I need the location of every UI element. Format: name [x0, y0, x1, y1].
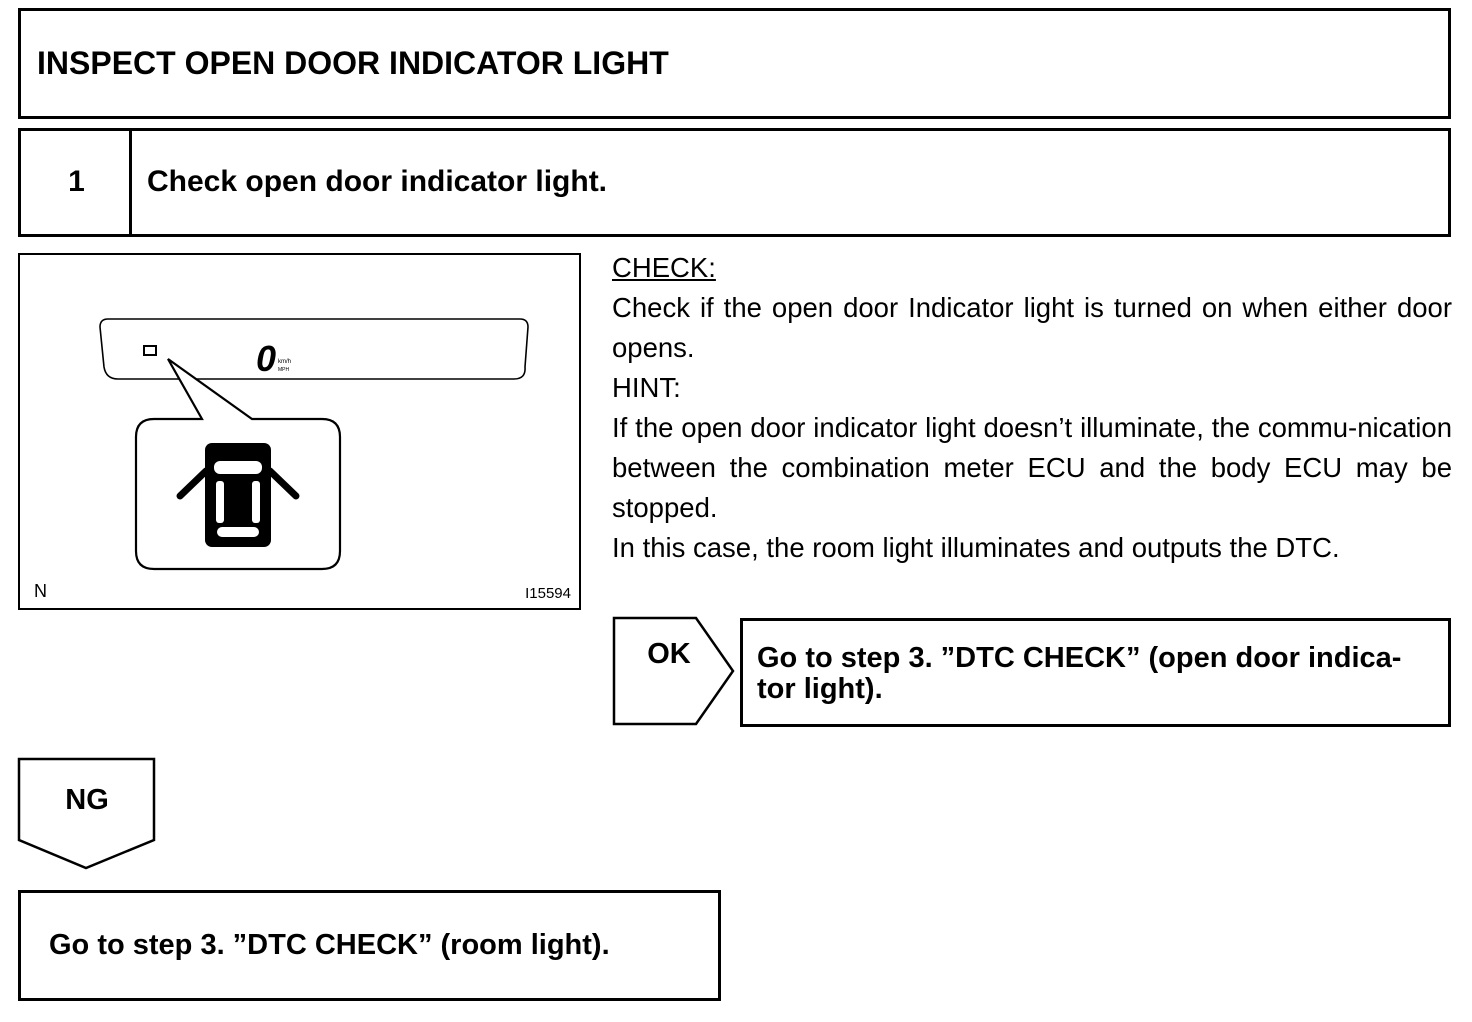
ok-result-line-1: Go to step 3. ”DTC CHECK” (open door indica- — [757, 642, 1402, 674]
figure-code: I15594 — [525, 585, 571, 602]
ok-result-box — [740, 618, 1451, 727]
ng-result-text: Go to step 3. ”DTC CHECK” (room light). — [49, 929, 610, 961]
ok-result-line-2: tor light). — [757, 673, 883, 705]
hint-body: If the open door indicator light doesn’t illuminate, the commu-nication between the combination meter ECU and the body ECU may be stopped. — [612, 412, 1452, 523]
check-body: Check if the open door Indicator light is turned on when either door opens. — [612, 292, 1452, 363]
step-number: 1 — [68, 165, 85, 198]
section-title: INSPECT OPEN DOOR INDICATOR LIGHT — [37, 45, 669, 81]
speed-readout: 0 — [256, 338, 277, 379]
combination-meter-illustration — [20, 255, 579, 608]
instrument-figure — [18, 253, 581, 610]
check-heading: CHECK: — [612, 252, 716, 283]
step-number-cell — [21, 131, 132, 234]
check-section — [612, 248, 1452, 568]
ng-result-box — [18, 890, 721, 1001]
ok-label: OK — [647, 638, 691, 670]
step-header — [18, 128, 1451, 237]
step-title: Check open door indicator light. — [147, 165, 608, 198]
ok-result-text — [757, 643, 1447, 705]
section-title-box — [18, 8, 1451, 119]
hint-extra: In this case, the room light illuminates and outputs the DTC. — [612, 532, 1340, 563]
speed-unit: km/h — [278, 359, 292, 365]
hint-label: HINT: — [612, 372, 681, 403]
ok-arrow-icon — [612, 616, 738, 730]
ng-label: NG — [65, 784, 109, 816]
figure-corner-letter: N — [34, 581, 47, 601]
indicator-lamp-icon — [144, 346, 156, 355]
speed-unit-alt: MPH — [278, 367, 290, 373]
meter-display — [100, 319, 528, 379]
